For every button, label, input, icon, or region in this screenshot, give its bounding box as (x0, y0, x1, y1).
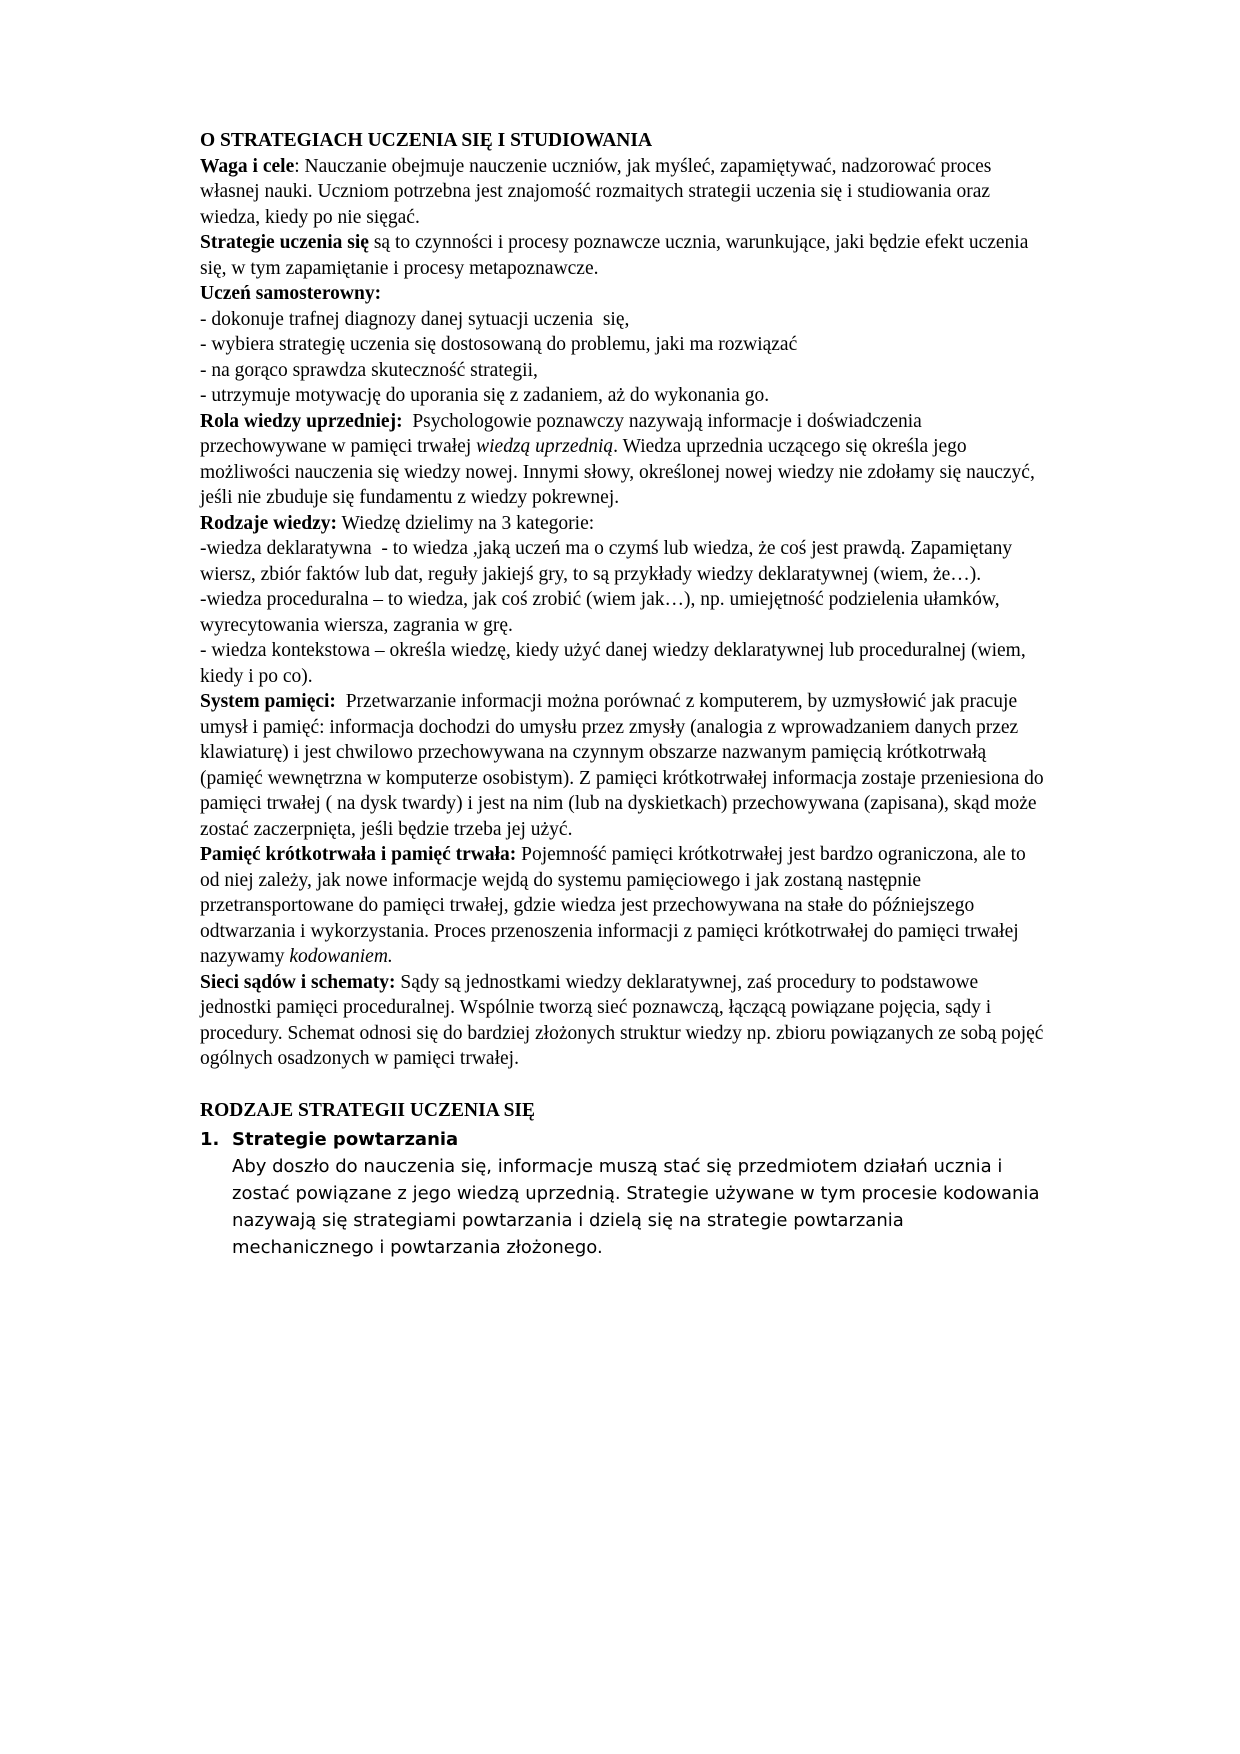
paragraph-waga-i-cele (200, 154, 1048, 231)
text-run: Pamięć krótkotrwała i pamięć trwała: (200, 844, 517, 865)
list-item (200, 587, 1048, 638)
text-run: - wiedza kontekstowa – określa wiedzę, kiedy użyć danej wiedzy deklaratywnej lub proceduralnej (wiem, kiedy i po co). (200, 640, 1031, 687)
text-run: Psychologowie poznawczy nazywają informacje i doświadczenia przechowywane w pamięci trwałej (200, 410, 927, 457)
text-run: Aby doszło do nauczenia się, informacje muszą stać się przedmiotem działań ucznia i zostać powiązane z jego wiedzą uprzednią. Strategie używane w tym procesie kodowania nazywają się strategiami powtarzania i dzielą się na strategie powtarzania mechanicznego i powtarzania złożonego. (232, 1156, 1046, 1258)
text-run: Sądy są jednostkami wiedzy deklaratywnej, zaś procedury to podstawowe jednostki pamięci proceduralnej. Wspólnie tworzą sieć poznawczą, łączącą powiązane pojęcia, sądy i procedury. Schemat odnosi się do bardziej złożonych struktur wiedzy np. zbioru powiązanych ze sobą pojęć ogólnych osadzonych w pamięci trwałej. (200, 971, 1049, 1069)
text-run: Waga i cele (200, 155, 295, 177)
paragraph-strategie-uczenia-sie (200, 230, 1048, 281)
list-item (200, 383, 1048, 409)
text-run: -wiedza deklaratywna - to wiedza ,jaką uczeń ma o czymś lub wiedza, że coś jest prawdą. Zapamiętany wiersz, zbiór faktów lub dat, reguły jakiejś gry, to są przykłady wiedzy deklaratywnej (wiem, że…). (200, 538, 1018, 585)
text-run: Pojemność pamięci krótkotrwałej jest bardzo ograniczona, ale to od niej zależy, jak nowe informacje wejdą do systemu pamięciowego i jak zostaną następnie przetransportowane do pamięci trwałej, gdzie wiedza jest przechowywana na stałe do późniejszego odtwarzania i wykorzystania. Proces przenoszenia informacji z pamięci krótkotrwałej do pamięci trwałej nazywamy (200, 844, 1031, 967)
text-run: : Nauczanie obejmuje nauczenie uczniów, jak myśleć, zapamiętywać, nadzorować proces własnej nauki. Uczniom potrzebna jest znajomość rozmaitych strategii uczenia się i studiowania oraz wiedza, kiedy po nie sięgać. (200, 155, 997, 228)
text-run: RODZAJE STRATEGII UCZENIA SIĘ (200, 1099, 536, 1121)
paragraph-strategie-powtarzania (200, 1153, 1048, 1261)
text-run: Rodzaje wiedzy: (200, 512, 338, 534)
list-item (200, 638, 1048, 689)
text-run: wiedzą uprzednią (476, 436, 614, 457)
text-run: Strategie uczenia się (200, 232, 369, 253)
section-heading (200, 1098, 1048, 1124)
paragraph-pamiec-krotkotrwala (200, 842, 1048, 970)
text-run: Rola wiedzy uprzedniej: (200, 410, 403, 432)
list-number: 1. (200, 1129, 220, 1150)
text-run: - wybiera strategię uczenia się dostosowaną do problemu, jaki ma rozwiązać (200, 334, 798, 355)
numbered-heading (200, 1126, 1048, 1153)
paragraph-rodzaje-wiedzy (200, 511, 1048, 537)
list-item (200, 332, 1048, 358)
text-run: System pamięci: (200, 691, 336, 712)
paragraph-system-pamieci (200, 689, 1048, 842)
text-run: Sieci sądów i schematy: (200, 971, 396, 993)
numbered-heading-label: Strategie powtarzania (232, 1129, 459, 1150)
text-run: są to czynności i procesy poznawcze ucznia, warunkujące, jaki będzie efekt uczenia się, w tym zapamiętanie i procesy metapoznawcze. (200, 232, 1034, 279)
text-run: . Wiedza uprzednia uczącego się określa jego możliwości nauczenia się wiedzy nowej. Innymi słowy, określonej nowej wiedzy nie zdołamy się nauczyć, jeśli nie zbuduje się fundamentu z wiedzy pokrewnej. (200, 436, 1040, 508)
list-item (200, 307, 1048, 333)
paragraph-uczen-samosterowny (200, 281, 1048, 307)
paragraph-rola-wiedzy-uprzedniej (200, 409, 1048, 511)
text-run: Uczeń samosterowny: (200, 283, 382, 304)
list-item (200, 358, 1048, 384)
text-run: - na gorąco sprawdza skuteczność strategii, (200, 359, 538, 381)
text-run: Przetwarzanie informacji można porównać z komputerem, by uzmysłowić jak pracuje umysł i pamięć: informacja dochodzi do umysłu przez zmysły (analogia z wprowadzaniem danych przez klawiaturę) i jest chwilowo przechowywana na czynnym obszarze nazwanym pamięcią krótkotrwałą (pamięć wewnętrzna w komputerze osobistym). Z pamięci krótkotrwałej informacja zostaje przeniesiona do pamięci trwałej ( na dysk twardy) i jest na nim (lub na dyskietkach) przechowywana (zapisana), skąd może zostać zaczerpnięta, jeśli będzie trzeba jej użyć. (200, 691, 1049, 840)
text-run: - utrzymuje motywację do uporania się z zadaniem, aż do wykonania go. (200, 385, 770, 406)
paragraph-sieci-sadow (200, 970, 1048, 1072)
document-content (200, 128, 1048, 1261)
text-run: - dokonuje trafnej diagnozy danej sytuacji uczenia się, (200, 308, 630, 330)
list-item (200, 536, 1048, 587)
document-title (200, 128, 1048, 154)
text-run: Wiedzę dzielimy na 3 kategorie: (337, 512, 595, 534)
text-run: O STRATEGIACH UCZENIA SIĘ I STUDIOWANIA (200, 130, 653, 151)
text-run: -wiedza proceduralna – to wiedza, jak coś zrobić (wiem jak…), np. umiejętność podzielenia ułamków, wyrecytowania wiersza, zagrania w grę. (200, 589, 1005, 636)
text-run: kodowaniem. (289, 946, 393, 967)
